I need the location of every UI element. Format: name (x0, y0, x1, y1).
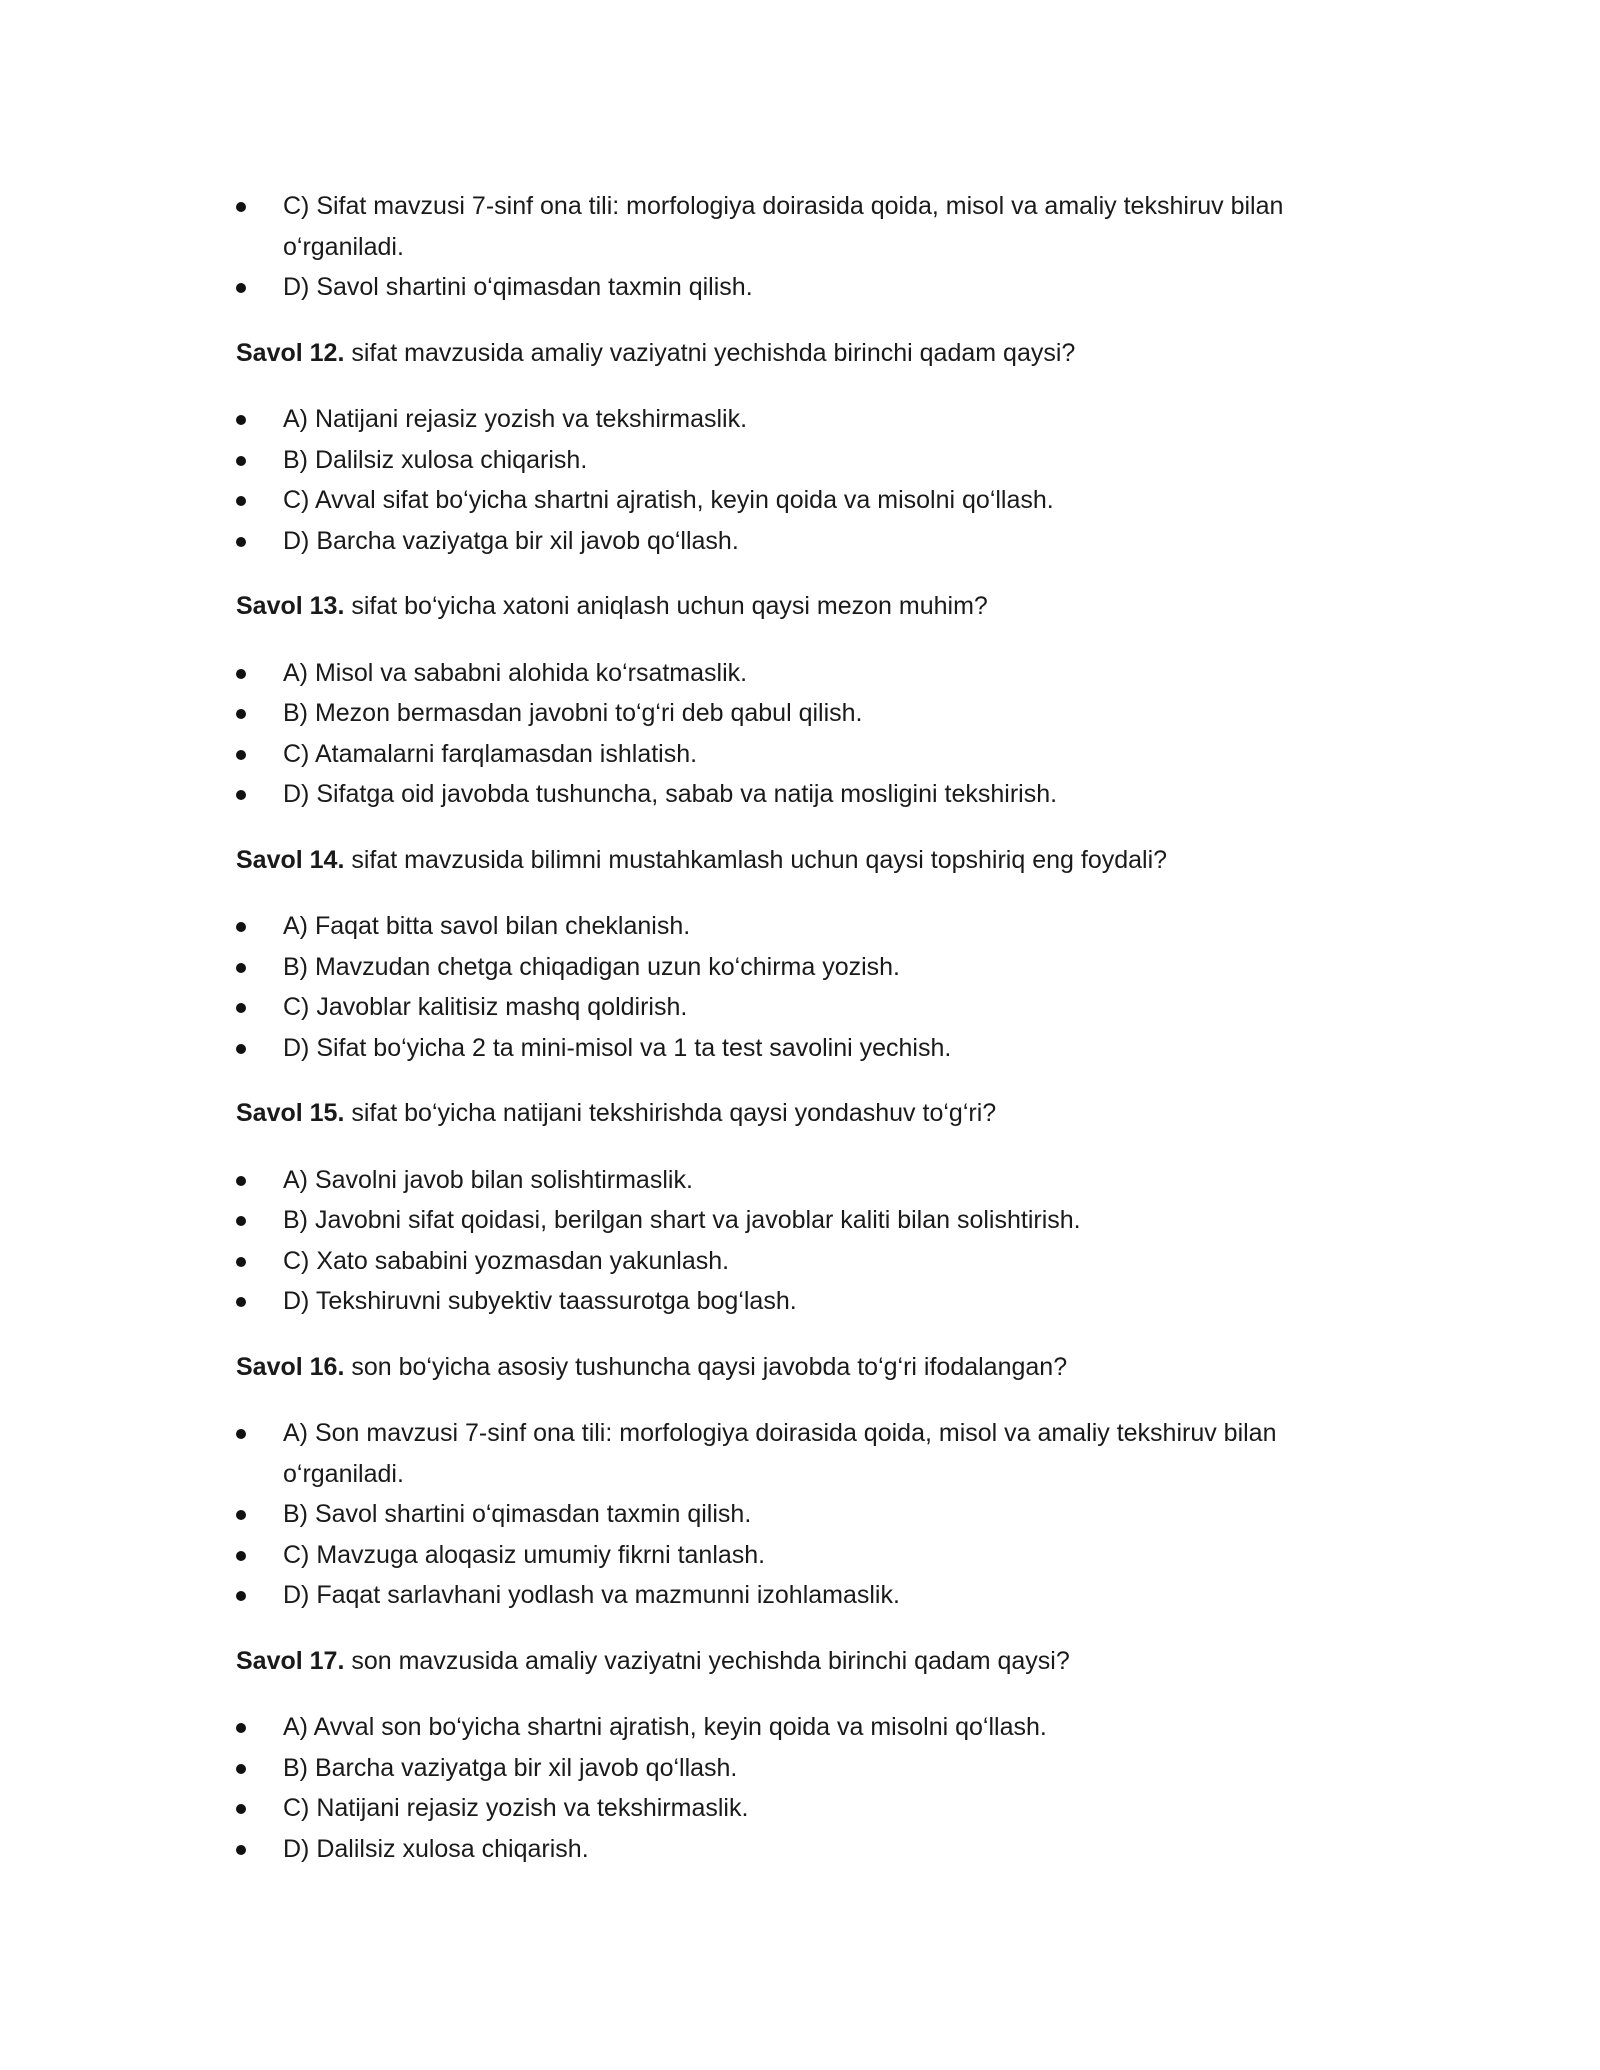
question-text: son mavzusida amaliy vaziyatni yechishda birinchi qadam qaysi? (344, 1646, 1070, 1675)
option-item: D) Barcha vaziyatga bir xil javob qo‘llash. (236, 521, 1376, 562)
question-number: Savol 16. (236, 1352, 345, 1381)
question-text: sifat mavzusida bilimni mustahkamlash uchun qaysi topshiriq eng foydali? (344, 845, 1168, 874)
option-item: A) Son mavzusi 7-sinf ona tili: morfologiya doirasida qoida, misol va amaliy tekshiruv bilan o‘rganiladi. (236, 1413, 1376, 1494)
question-number: Savol 15. (236, 1099, 345, 1127)
option-item: C) Sifat mavzusi 7-sinf ona tili: morfologiya doirasida qoida, misol va amaliy tekshiruv bilan o‘rganiladi. (236, 186, 1376, 267)
question-number: Savol 13. (236, 592, 345, 620)
option-item: C) Natijani rejasiz yozish va tekshirmaslik. (236, 1788, 1376, 1829)
question-16-options (236, 1413, 1376, 1616)
question-14 (236, 840, 1376, 881)
question-text: sifat bo‘yicha xatoni aniqlash uchun qaysi mezon muhim? (344, 592, 988, 620)
option-item: A) Misol va sababni alohida ko‘rsatmaslik. (236, 653, 1376, 694)
option-item: C) Xato sababini yozmasdan yakunlash. (236, 1241, 1376, 1282)
question-17 (236, 1641, 1376, 1682)
question-number: Savol 17. (236, 1646, 345, 1675)
question-text: sifat mavzusida amaliy vaziyatni yechishda birinchi qadam qaysi? (344, 338, 1076, 367)
option-item: A) Savolni javob bilan solishtirmaslik. (236, 1160, 1376, 1201)
option-item: B) Savol shartini o‘qimasdan taxmin qilish. (236, 1494, 1376, 1535)
question-12-options (236, 399, 1376, 561)
question-15-options (236, 1160, 1376, 1322)
question-text: son bo‘yicha asosiy tushuncha qaysi javobda to‘g‘ri ifodalangan? (344, 1352, 1068, 1381)
option-item: B) Barcha vaziyatga bir xil javob qo‘llash. (236, 1748, 1376, 1789)
option-item: D) Sifatga oid javobda tushuncha, sabab va natija mosligini tekshirish. (236, 774, 1376, 815)
option-item: D) Savol shartini o‘qimasdan taxmin qilish. (236, 267, 1376, 308)
question-12 (236, 333, 1376, 374)
option-item: B) Mavzudan chetga chiqadigan uzun ko‘chirma yozish. (236, 947, 1376, 988)
option-item: D) Faqat sarlavhani yodlash va mazmunni izohlamaslik. (236, 1575, 1376, 1616)
question-13 (236, 586, 1376, 627)
option-item: C) Mavzuga aloqasiz umumiy fikrni tanlash. (236, 1535, 1376, 1576)
question-14-options (236, 906, 1376, 1068)
option-item: A) Faqat bitta savol bilan cheklanish. (236, 906, 1376, 947)
page-content (236, 186, 1376, 1869)
question-text: sifat bo‘yicha natijani tekshirishda qaysi yondashuv to‘g‘ri? (344, 1099, 997, 1127)
option-item: B) Dalilsiz xulosa chiqarish. (236, 440, 1376, 481)
option-item: D) Tekshiruvni subyektiv taassurotga bog‘lash. (236, 1281, 1376, 1322)
question-17-options (236, 1707, 1376, 1869)
option-item: D) Dalilsiz xulosa chiqarish. (236, 1829, 1376, 1870)
option-item: D) Sifat bo‘yicha 2 ta mini-misol va 1 ta test savolini yechish. (236, 1028, 1376, 1069)
question-16 (236, 1347, 1376, 1388)
option-item: A) Avval son bo‘yicha shartni ajratish, keyin qoida va misolni qo‘llash. (236, 1707, 1376, 1748)
option-item: A) Natijani rejasiz yozish va tekshirmaslik. (236, 399, 1376, 440)
continuation-options (236, 186, 1376, 308)
option-item: B) Javobni sifat qoidasi, berilgan shart va javoblar kaliti bilan solishtirish. (236, 1200, 1376, 1241)
option-item: C) Avval sifat bo‘yicha shartni ajratish, keyin qoida va misolni qo‘llash. (236, 480, 1376, 521)
question-13-options (236, 653, 1376, 815)
option-item: C) Javoblar kalitisiz mashq qoldirish. (236, 987, 1376, 1028)
option-item: C) Atamalarni farqlamasdan ishlatish. (236, 734, 1376, 775)
question-number: Savol 12. (236, 338, 345, 367)
option-item: B) Mezon bermasdan javobni to‘g‘ri deb qabul qilish. (236, 693, 1376, 734)
question-15 (236, 1093, 1376, 1134)
question-number: Savol 14. (236, 845, 345, 874)
